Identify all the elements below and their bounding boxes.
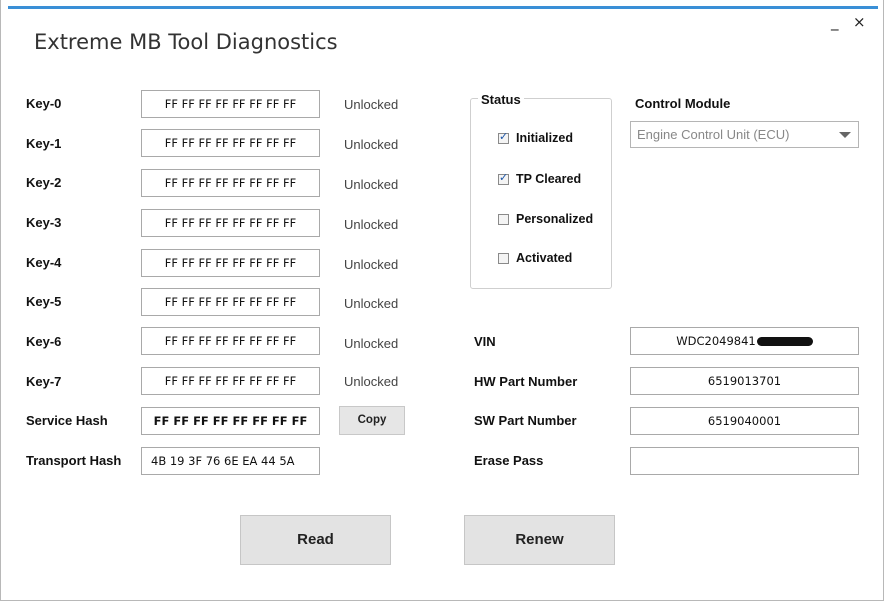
window-title: Extreme MB Tool Diagnostics — [34, 30, 338, 54]
key-7-field[interactable]: FF FF FF FF FF FF FF FF — [141, 367, 320, 395]
checkbox-unchecked-icon[interactable] — [498, 253, 509, 264]
checkbox-unchecked-icon[interactable] — [498, 214, 509, 225]
key-label: Key-0 — [26, 96, 62, 111]
control-module-label: Control Module — [635, 96, 731, 111]
renew-button[interactable]: Renew — [464, 515, 615, 565]
key-state: Unlocked — [344, 137, 399, 152]
service-hash-label: Service Hash — [26, 413, 108, 428]
checkbox-label: TP Cleared — [516, 172, 582, 186]
key-5-field[interactable]: FF FF FF FF FF FF FF FF — [141, 288, 320, 316]
key-state: Unlocked — [344, 336, 399, 351]
minimize-button[interactable]: _ — [831, 13, 839, 31]
vin-label: VIN — [474, 334, 496, 349]
key-state: Unlocked — [344, 374, 399, 389]
key-3-field[interactable]: FF FF FF FF FF FF FF FF — [141, 209, 320, 237]
checkbox-label: Initialized — [516, 131, 573, 145]
key-label: Key-7 — [26, 374, 62, 389]
checkbox-checked-icon[interactable] — [498, 174, 509, 185]
key-state: Unlocked — [344, 257, 399, 272]
control-module-dropdown[interactable] — [630, 121, 859, 148]
read-button[interactable]: Read — [240, 515, 391, 565]
checkbox-tp-cleared[interactable] — [498, 172, 581, 186]
chevron-down-icon[interactable] — [839, 132, 851, 138]
key-2-field[interactable]: FF FF FF FF FF FF FF FF — [141, 169, 320, 197]
checkbox-personalized[interactable] — [498, 212, 593, 226]
hw-part-label: HW Part Number — [474, 374, 578, 389]
checkbox-label: Activated — [516, 251, 573, 265]
checkbox-activated[interactable] — [498, 251, 572, 265]
key-state: Unlocked — [344, 296, 399, 311]
key-4-field[interactable]: FF FF FF FF FF FF FF FF — [141, 249, 320, 277]
vin-field[interactable] — [630, 327, 859, 355]
hw-part-field[interactable]: 6519013701 — [630, 367, 859, 395]
key-state: Unlocked — [344, 97, 399, 112]
transport-hash-field[interactable]: 4B 19 3F 76 6E EA 44 5A — [141, 447, 320, 475]
status-group-title: Status — [478, 92, 524, 107]
vin-value: WDC2049841 — [676, 334, 756, 348]
key-label: Key-4 — [26, 255, 62, 270]
key-state: Unlocked — [344, 217, 399, 232]
title-accent-bar — [8, 6, 878, 9]
control-module-selected: Engine Control Unit (ECU) — [637, 127, 790, 142]
checkbox-initialized[interactable] — [498, 131, 573, 145]
key-0-field[interactable]: FF FF FF FF FF FF FF FF — [141, 90, 320, 118]
key-1-field[interactable]: FF FF FF FF FF FF FF FF — [141, 129, 320, 157]
checkbox-label: Personalized — [516, 212, 594, 226]
redaction-mark — [757, 337, 813, 346]
sw-part-field[interactable]: 6519040001 — [630, 407, 859, 435]
service-hash-field[interactable]: FF FF FF FF FF FF FF FF — [141, 407, 320, 435]
erase-pass-label: Erase Pass — [474, 453, 544, 468]
erase-pass-field[interactable] — [630, 447, 859, 475]
close-button[interactable]: × — [853, 13, 866, 31]
transport-hash-label: Transport Hash — [26, 453, 122, 468]
key-label: Key-1 — [26, 136, 62, 151]
key-label: Key-3 — [26, 215, 62, 230]
key-label: Key-5 — [26, 294, 62, 309]
checkbox-checked-icon[interactable] — [498, 133, 509, 144]
key-label: Key-2 — [26, 175, 62, 190]
sw-part-label: SW Part Number — [474, 413, 577, 428]
key-6-field[interactable]: FF FF FF FF FF FF FF FF — [141, 327, 320, 355]
key-state: Unlocked — [344, 177, 399, 192]
key-label: Key-6 — [26, 334, 62, 349]
copy-button[interactable]: Copy — [339, 406, 405, 435]
